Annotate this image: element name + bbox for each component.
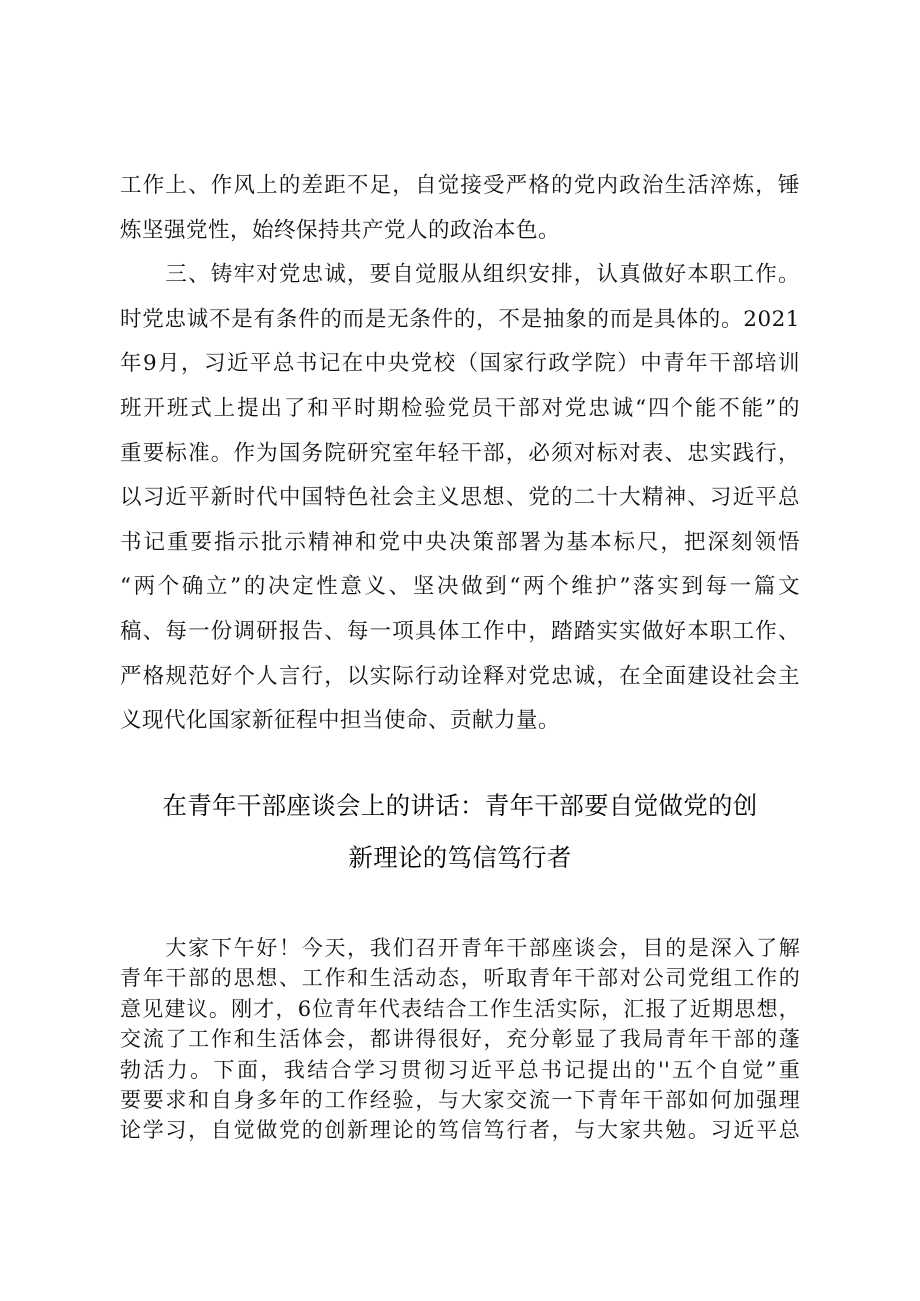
paragraph-line: 义现代化国家新征程中担当使命、贡献力量。 bbox=[120, 708, 561, 734]
paragraph-line: 稿、每一份调研报告、每一项具体工作中，踏踏实实做好本职工作、 bbox=[120, 618, 800, 644]
section-loyalty-text bbox=[120, 164, 800, 744]
paragraph-line: 炼坚强党性，始终保持共产党人的政治本色。 bbox=[120, 217, 561, 243]
paragraph-line: 三、铸牢对党忠诚，要自觉服从组织安排，认真做好本职工作。 bbox=[120, 262, 800, 288]
paragraph-line: 以习近平新时代中国特色社会主义思想、党的二十大精神、习近平总 bbox=[120, 485, 800, 511]
title-line-2: 新理论的笃信笃行者 bbox=[348, 843, 572, 872]
paragraph-line: 班开班式上提出了和平时期检验党员干部对党忠诚“四个能不能”的 bbox=[120, 395, 800, 421]
paragraph-line: 时党忠诚不是有条件的而是无条件的，不是抽象的而是具体的。2021 bbox=[120, 306, 800, 332]
paragraph-line: 工作上、作风上的差距不足，自觉接受严格的党内政治生活淬炼，锤 bbox=[120, 173, 800, 198]
paragraph-line: 要要求和自身多年的工作经验，与大家交流一下青年干部如何加强理 bbox=[120, 1087, 800, 1112]
paragraph-line: 青年干部的思想、工作和生活动态，听取青年干部对公司党组工作的 bbox=[120, 966, 800, 991]
speech-title bbox=[100, 780, 820, 884]
section-speech-body bbox=[120, 933, 800, 1146]
paragraph-line: 意见建议。刚才，6位青年代表结合工作生活实际，汇报了近期思想， bbox=[120, 996, 800, 1021]
paragraph-line: 交流了工作和生活体会，都讲得很好，充分彰显了我局青年干部的蓬 bbox=[120, 1027, 800, 1052]
paragraph-line: “两个确立”的决定性意义、坚决做到“两个维护”落实到每一篇文 bbox=[120, 574, 800, 600]
paragraph-line: 论学习，自觉做党的创新理论的笃信笃行者，与大家共勉。习近平总 bbox=[120, 1118, 800, 1143]
paragraph-line: 年9月，习近平总书记在中央党校（国家行政学院）中青年干部培训 bbox=[120, 351, 800, 377]
paragraph-line: 大家下午好！今天，我们召开青年干部座谈会，目的是深入了解 bbox=[120, 936, 800, 960]
paragraph-line: 重要标准。作为国务院研究室年轻干部，必须对标对表、忠实践行， bbox=[120, 440, 800, 466]
paragraph-line: 勃活力。下面，我结合学习贯彻习近平总书记提出的''五个自觉”重 bbox=[120, 1057, 800, 1082]
paragraph-line: 书记重要指示批示精神和党中央决策部署为基本标尺，把深刻领悟 bbox=[120, 529, 800, 555]
paragraph-line: 严格规范好个人言行，以实际行动诠释对党忠诚，在全面建设社会主 bbox=[120, 663, 800, 689]
title-line-1: 在青年干部座谈会上的讲话：青年干部要自觉做党的创 bbox=[162, 791, 758, 820]
